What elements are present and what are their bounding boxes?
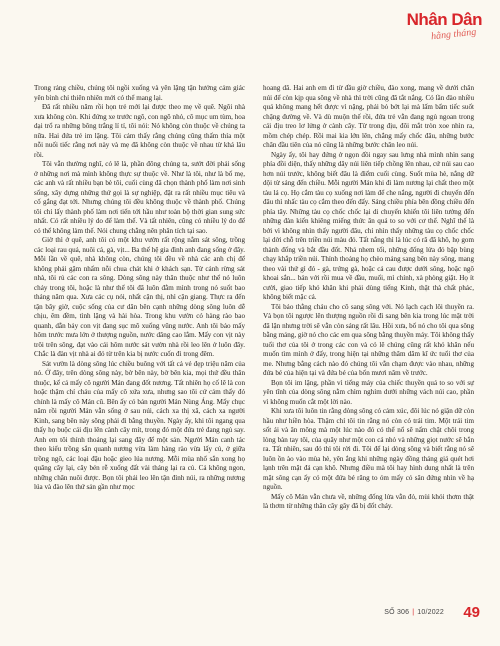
masthead-brand: Nhân Dân [406,10,482,29]
paragraph: Mấy cô Mán vẫn chưa về, những đống lửa vẫn đỏ, mùi khói thơm thật là thơm từ những thân cây gây đã bị đốt cháy. [263,492,474,510]
issue-number: SỐ 306 [384,609,410,616]
right-column [263,84,474,512]
left-column [34,84,245,493]
paragraph: Ngày ấy, tôi hay đứng ở ngọn đồi ngay sau lưng nhà mình nhìn sang phía đồi diện, thấy những dãy núi liên tiếp chồng lên nhau, cứ núi sau cao hơn núi trước, không biết đâu là điểm cuối cùng. Suốt mùa hè, nắng dữ dội từ sáng đến chiều. Mỗi người Mán khi đi làm nương lại chất theo một tàu lá cọ. Họ cắm tàu cọ xuống nơi làm để che nắng, người đi chuyến đến đâu thì nhấc tàu cọ cắm theo đến đấy. Sáng chiều phía bên đồng chiều đến phía tây. Những tàu cọ chốc chốc lại di chuyển khiến tôi liên tưởng đến những đàn kiến khiêng miếng thức ăn quá to so với cơ thể. Nghĩ thế là bởi vì không nhìn thấy người đâu, chỉ nhìn thấy những tàu cọ chốc chốc lại dời chỗ trên triền núi màu đỏ. Tất nắng thì là lúc có rã đã khô, họ gom thành đống và bắt đầu đốt. Nhả nhem tối, những đống lửa đỏ bập bùng chạy khắp triền núi. Thỉnh thoảng họ chèo mảng sang bên này sông, mang theo vài thứ gì đó - gà, trứng gà, hoặc cả cau được dưới sông, hoặc ngô khoai sắn... bán với rồi mua về đầu, muối, mì chính, xà phòng giặt. Họ ít cười, giao tiếp khó khăn khi phải dùng tiếng Kinh, thật thà chất phác, không biết mặc cả. [263,150,474,301]
paragraph: Khi xưa tôi luôn tin rằng dòng sông có cảm xúc, đôi lúc nó giận dữ còn hầu như hiền hòa. Thậm chí tôi tin rằng nó còn có trái tim. Một trái tim sốt ái và ân mông mà một lúc nào đó có thể nổ sẽ nấm chặt chôi trong lòng bàn tay tôi, của quãy như một con cá nhỏ và những giọt nước sẽ bắn ra. Tất nhiên, sau đó thì tôi rời đi. Tôi để lại dòng sông và biết rằng nó sẽ luôn ồn ào vào mùa hè, yên ắng khi những ngày đồng tháng giá quét hơi lạnh trên mặt đá cạn khô. Nhưng điều mà tôi hay hình dung nhất là trên mặt sông cạn ấy có một đứa bé răng to óm mấy cỏ sân đứng nhìn về hạ nguồn. [263,407,474,491]
issue-separator: | [412,609,415,616]
paragraph: Tôi vẫn thường nghĩ, có lẽ là, phần đông chúng ta, sướt đời phải sống ở những nơi mà mình không thực sự thuộc về. Như là tôi, như là bố mẹ, các anh và rất nhiều bạn bè tôi, cuối cùng đã chọn thành phố làm nơi sinh sống, xây dựng những thứ gọi là sự nghiệp, đặt ra rất nhiều mục tiêu và cố gắng đạt tới. Nhưng chúng tôi đều không thuộc về thành phố. Chúng tôi chỉ lấy thành phố làm nơi tiến tới hầu như toàn bộ thời gian sung sức nhất. Có rất nhiều lý do để làm thế. Và tất nhiên, cũng có nhiều lý do để có thể không làm thế. Nói chung chẳng nên phân tích tại sao. [34,160,245,235]
masthead-logo [406,10,482,52]
page-number: 49 [463,604,480,621]
masthead-subtitle: hằng tháng [430,26,477,43]
paragraph: hoang dã. Hai anh em đi từ đầu giờ chiều, đào xong, mang về dưới chân núi để còn kịp qua sông về nhà thì trời cũng đã tắt nắng. Có lần đào nhiều quá không mang hết được vì nặng, phải bỏ bớt lại mà lấm bẩm tiếc suốt chặng đường về. Và dù muộn thế rồi, đứa trẻ vẫn đang ngủ ngoan trong cái địu treo lơ lửng ở cành cây. Từ trong địu, đôi mắt tròn xoe nhìn ra, mồm chép chép. Rồi mai kia lớn lên, chẳng mấy chốc đâu, những bước chân đầu tiên của nó cũng là những bước chân leo núi. [263,84,474,149]
page-footer [0,604,500,622]
paragraph: Giờ thì ở quê, anh tôi có một khu vườn rất rộng nằm sát sông, trồng các loại rau quả, nuôi cá, gà, vịt... Ba thế hệ gia đình anh đang sống ở đây. Mỗi lần về quê, nhà không còn, chúng tôi đều về nhà các anh chị để không phải gặm nhấm nỗi chua chát khi ở khách sạn. Từ cảnh rừng sát nhà, tôi rủ các con ra sông. Dòng sông này thân thuộc như thể nó luôn chảy trong tôi, hoặc là như thể tôi đã luôn đằm mình trong nó suốt bao tháng năm qua. Xưa các cụ nói, nhất cận thị, nhì cận giang. Thực ra đến tận bây giờ, cuộc sống của cư dân bên cạnh những dòng sông luôn dễ chịu, êm đềm, tình lặng và hài hòa. Trong khu vườn có hàng rào bao quanh, dẫn bảy con vịt đang sục mõ xuống vũng nước. Anh tôi bảo mấy hôm trước mưa lớn ở thượng nguồn, nước dâng cao lắm. Mấy con vịt này trôi trên sông, đạt vào cái hôm nước sát vườn nhà rồi leo lên ở luôn đây. Chắc là đàn vịt nhà ai đó từ trên kia bị nước cuốn đi trong đêm. [34,236,245,358]
issue-date: 10/2022 [417,609,444,616]
issue-info [384,609,444,616]
paragraph: Trong rảng chiều, chúng tôi ngồi xuống và yên lặng tận hưởng cảm giác yên bình chỉ thiên nhiên mới có thể mang lại. [34,84,245,102]
paragraph: Đã rất nhiều năm rồi họn trẻ mới lại được theo mẹ về quê. Ngôi nhà xưa không còn. Khi đứng xe trước ngõ, con ngõ nhỏ, cô mục um tùm, hoa dại trổ ra những bông trắng lí tí, tôi nói: Nó không còn thuộc về chúng ta nữa. Hai đứa trẻ im lặng. Tôi cảm thấy rằng chúng cũng thấm thía một nỗi nuối tiếc rằng nơi này và mẹ đã không còn thuộc về nhau từ khá lâu rồi. [34,103,245,159]
paragraph: Bọn tôi im lặng, phần vì tiếng máy của chiếc thuyền quá to so với sự yên tĩnh của dòng sông nằm chìm nghỉm dưới những vách núi cao, phần vì không muốn cắt một lời nào. [263,378,474,406]
paragraph: Sát vườn là dòng sông lúc chiều buông với tất cả vẻ đẹp triệu năm của nó. Ở đây, trên dòng sông này, bờ bên này, bờ bên kia, mọi thứ đều thân thuộc, kể cả mấy cô người Mán đang đốt nương. Tất nhiên họ cố lẽ là con hoặc thậm chí cháu của mấy cô xứa xưa, nhưng sao tôi cứ cảm thấy đó chính là mấy cô Mán cũ. Bên ấy có bản người Mán Nùng Áng. Mấy chục năm rồi người Mán vẫn sống ở sau núi, cách xa thị xã, cách xa người Kinh, sang bên này sông phải đi bằng thuyền. Ngày ấy, khi tôi ngang qua thấy họ buộc cái địu lên cành cây mít, trong đó một đứa trẻ đang ngủ say. Anh em tôi thỉnh thoảng lại sang đây để một sản. Người Mán canh tác theo kiểu trồng sắn quanh nương vừa làm hàng rào vừa lấy củ, ở giữa trồng ngô, các loại đậu hoặc gieo lúa nương. Mỗi mùa nhổ sắn xong họ quăng cây lại, cây bén rễ xuống đất vài tháng lại ra củ. Cả không ngon, những chăn nuôi được. Bọn tôi phải leo lên tận đỉnh núi, ra những nương lúa và đào lên thứ sản gần như mọc [34,359,245,491]
paragraph: Tôi bảo thằng cháu cho cô sang sông với. Nó lạch cạch lôi thuyền ra. Và bọn tôi ngược lên thượng nguồn rồi đi sang bên kia trong lúc mặt trời đã lặn nhưng trời sẽ vẫn còn sáng rất lâu. Hồi xưa, bố nó cho tôi qua sông bằng mảng, giờ nó cho các em qua sông bằng thuyền máy. Tôi không thấy tuổi thơ của tôi ở trong các con và có lẽ chúng cũng rất khó khăn nếu muốn tìm mình ở đấy, trong hiện tại những thăm dăm kĩ ức tuổi thơ của me. Nhưng bằng cách nào đó chúng tôi vẫn chạm được vào nhau, những đứa bé của hiện tại và đứa bé của bốn mươi năm về trước. [263,302,474,377]
